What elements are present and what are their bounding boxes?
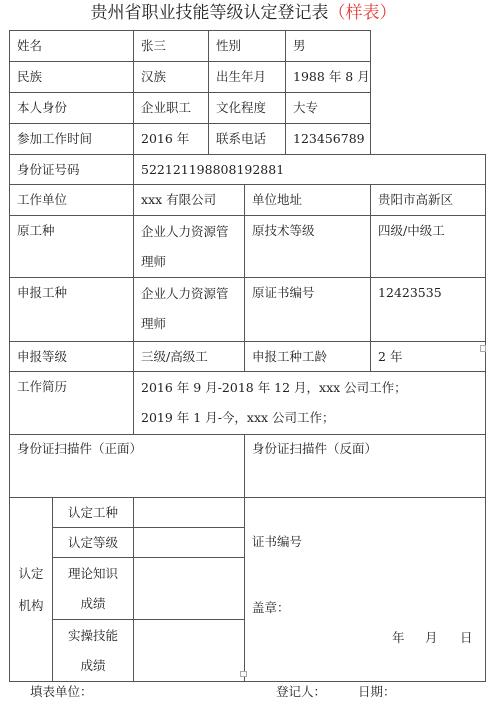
value-employer[interactable]: xxx 有限公司 [134,185,245,216]
label-education: 文化程度 [209,93,286,124]
label-apply-level: 申报等级 [10,342,134,372]
work-history-entry: 2019 年 1 月-今，xxx 公司工作； [141,410,335,425]
label-phone: 联系电话 [209,124,286,155]
form-title [0,0,487,28]
form-title-text: 贵州省职业技能等级认定登记表 [90,3,329,23]
id-scan-back-label: 身份证扫描件（反面） [252,441,378,456]
photo-area-3 [371,93,486,124]
label-gender: 性别 [209,31,286,62]
label-cert-level: 认定等级 [53,528,134,558]
cert-org-line2: 机构 [18,597,44,613]
value-original-cert-no[interactable]: 12423535 [371,278,486,342]
label-original-cert-no: 原证书编号 [245,278,371,342]
apply-job-line2: 理师 [141,316,167,331]
label-cert-number: 证书编号 [252,534,303,549]
label-original-level: 原技术等级 [245,216,371,278]
photo-area-2 [371,62,486,93]
form-footer [0,682,487,702]
apply-job-line1: 企业人力资源管 [141,286,229,301]
value-practice[interactable] [134,620,245,682]
value-employer-address[interactable]: 贵阳市高新区 [371,185,486,216]
value-name[interactable]: 张三 [134,31,209,62]
theory-line1: 理论知识 [68,565,119,581]
label-original-job: 原工种 [10,216,134,278]
value-apply-level[interactable]: 三级/高级工 [134,342,245,372]
label-identity: 本人身份 [10,93,134,124]
value-gender[interactable]: 男 [286,31,371,62]
practice-line2: 成绩 [80,657,106,673]
label-name: 姓名 [10,31,134,62]
label-seal: 盖章： [252,600,290,615]
footer-filler: 填表单位： [30,684,93,699]
cert-number-seal-box [245,498,486,682]
value-original-job[interactable] [134,216,245,278]
label-year: 年 [392,630,405,645]
label-practice [53,620,134,682]
value-phone[interactable]: 123456789 [286,124,371,155]
label-cert-job: 认定工种 [53,498,134,528]
theory-line2: 成绩 [80,595,106,611]
sample-tag: （样表） [328,3,397,23]
label-employer: 工作单位 [10,185,134,216]
value-apply-job-years[interactable]: 2 年 [371,342,486,372]
original-job-line1: 企业人力资源管 [141,224,229,239]
value-identity[interactable]: 企业职工 [134,93,209,124]
photo-area [371,31,486,62]
table-side-handle[interactable] [480,345,486,352]
photo-area-4 [371,124,486,155]
value-birth[interactable]: 1988 年 8 月 [286,62,371,93]
value-education[interactable]: 大专 [286,93,371,124]
value-ethnicity[interactable]: 汉族 [134,62,209,93]
value-work-history[interactable] [134,372,486,435]
value-apply-job[interactable] [134,278,245,342]
label-month: 月 [425,630,438,645]
work-history-entry: 2016 年 9 月-2018 年 12 月，xxx 公司工作； [141,380,407,395]
label-birth: 出生年月 [209,62,286,93]
registration-table [9,30,486,682]
value-theory[interactable] [134,558,245,620]
value-work-start[interactable]: 2016 年 [134,124,209,155]
value-id-number[interactable]: 522121198808192881 [134,155,486,185]
original-job-line2: 理师 [141,254,167,269]
practice-line1: 实操技能 [68,627,119,643]
id-scan-front-label: 身份证扫描件（正面） [17,441,143,456]
label-employer-address: 单位地址 [245,185,371,216]
footer-registrar: 登记人： [276,684,327,699]
label-apply-job-years: 申报工种工龄 [245,342,371,372]
value-cert-job[interactable] [134,498,245,528]
id-scan-back-box[interactable] [245,435,486,498]
id-scan-front-box[interactable] [10,435,245,498]
value-original-level[interactable]: 四级/中级工 [371,216,486,278]
cert-org-line1: 认定 [18,565,44,581]
label-work-start: 参加工作时间 [10,124,134,155]
table-resize-handle[interactable] [240,671,247,677]
footer-date: 日期： [358,684,396,699]
label-work-history: 工作简历 [10,372,134,435]
label-day: 日 [460,630,473,645]
label-id-number: 身份证号码 [10,155,134,185]
label-theory [53,558,134,620]
cert-org-label [10,498,53,682]
value-cert-level[interactable] [134,528,245,558]
label-apply-job: 申报工种 [10,278,134,342]
label-ethnicity: 民族 [10,62,134,93]
